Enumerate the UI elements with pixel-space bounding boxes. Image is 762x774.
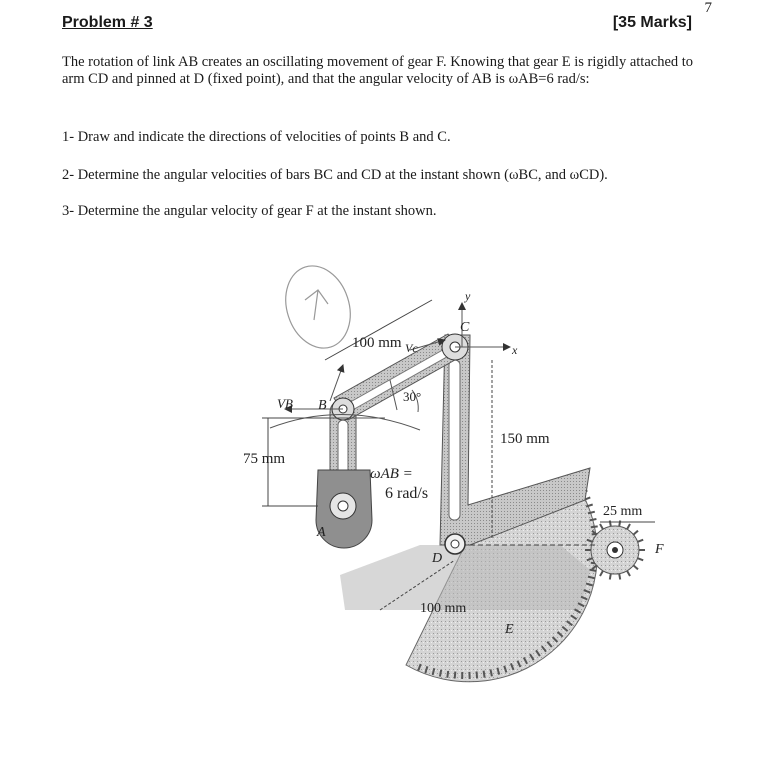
dim-gear-e-label: 100 mm [420,601,467,616]
dim-bc-label: 100 mm [352,335,402,351]
x-axis-label: x [512,343,518,357]
point-a-label: A [317,525,326,540]
omega-ab-label: ωAB = [370,466,413,482]
angle-label: 30° [403,389,422,404]
problem-title: Problem # 3 [62,14,153,31]
vc-label: Vc [405,341,418,355]
pencil-sketch-circle [276,257,361,356]
dim-cd-label: 150 mm [500,431,550,447]
point-d-label: D [432,551,443,566]
dim-ab-label: 75 mm [243,451,286,467]
vb-label: VB [277,396,293,411]
gear-e-label: E [505,622,514,637]
page-number: 7 [704,0,712,16]
point-b-label: B [318,398,327,413]
problem-statement: The rotation of link AB creates an oscillating movement of gear F. Knowing that gear E is rigidly attached to arm CD and pinned at D (fixed point), and that the angular velocity of AB is ωAB=6 rad/s: [62,54,694,87]
task-3: 3- Determine the angular velocity of gear F at the instant shown. [62,203,437,219]
task-2: 2- Determine the angular velocities of bars BC and CD at the instant shown (ωBC, and ωCD). [62,167,608,183]
dim-gear-f-label: 25 mm [603,504,643,519]
omega-ab-value: 6 rad/s [385,485,429,502]
y-axis-label: y [465,289,471,303]
pin-d [445,534,465,554]
point-c-label: C [460,320,470,335]
gear-f-label: F [655,542,664,557]
task-1: 1- Draw and indicate the directions of velocities of points B and C. [62,129,451,145]
problem-marks: [35 Marks] [612,14,692,31]
